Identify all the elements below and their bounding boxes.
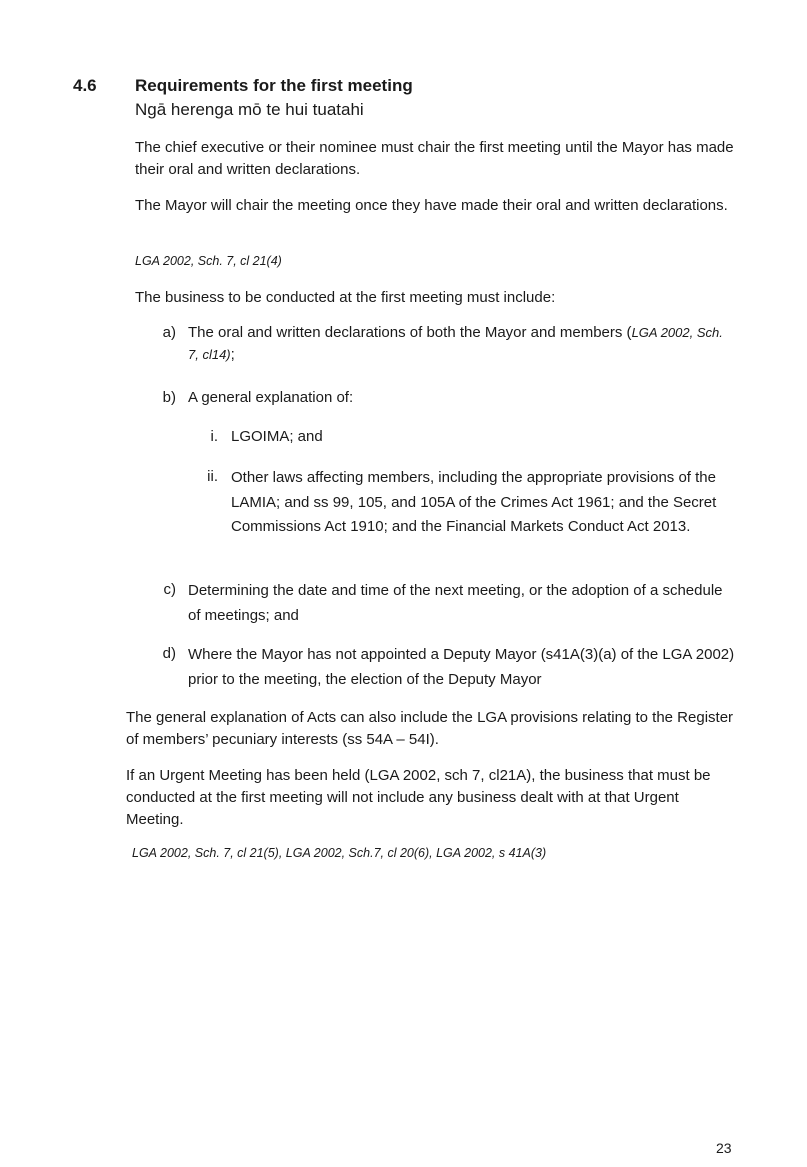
list-item-i: LGOIMA; and xyxy=(231,428,323,445)
list-marker-i: i. xyxy=(210,428,218,445)
citation-closing: LGA 2002, Sch. 7, cl 21(5), LGA 2002, Sch.7, cl 20(6), LGA 2002, s 41A(3) xyxy=(132,846,547,860)
list-marker-ii: ii. xyxy=(207,468,218,485)
section-number: 4.6 xyxy=(73,76,97,95)
list-marker-c: c) xyxy=(163,581,176,598)
section-title: Requirements for the first meeting xyxy=(135,76,413,95)
list-item-a-citation: LGA 2002, Sch. 7, cl14) xyxy=(188,325,723,362)
paragraph-business-intro: The business to be conducted at the first meeting must include: xyxy=(135,289,556,306)
paragraph-general-explanation: The general explanation of Acts can also include the LGA provisions relating to the Register of members’ pecuniary interests (ss 54A – 54I). xyxy=(126,709,734,748)
list-item-d: Where the Mayor has not appointed a Deputy Mayor (s41A(3)(a) of the LGA 2002) prior to the meeting, the election of the Deputy Mayor xyxy=(188,646,735,688)
section-subtitle: Ngā herenga mō te hui tuatahi xyxy=(135,100,364,119)
paragraph-mayor-chair: The Mayor will chair the meeting once they have made their oral and written declarations. xyxy=(135,197,728,214)
paragraph-urgent-meeting: If an Urgent Meeting has been held (LGA 2002, sch 7, cl21A), the business that must be conducted at the first meeting will not include any business dealt with at that Urgent Meeting. xyxy=(126,767,711,828)
paragraph-chair-first-meeting: The chief executive or their nominee must chair the first meeting until the Mayor has made their oral and written declarations. xyxy=(135,139,734,178)
list-marker-b: b) xyxy=(162,389,176,406)
page-number: 23 xyxy=(716,1140,732,1156)
list-item-c: Determining the date and time of the next meeting, or the adoption of a schedule of meetings; and xyxy=(188,582,723,624)
list-item-b: A general explanation of: xyxy=(188,389,354,406)
list-marker-a: a) xyxy=(162,324,176,341)
list-item-ii: Other laws affecting members, including the appropriate provisions of the LAMIA; and ss 99, 105, and 105A of the Crimes Act 1961; and the Secret Commissions Act 1910; and the Financial Markets Conduct Act 2013. xyxy=(231,469,717,535)
list-marker-d: d) xyxy=(162,645,176,662)
list-item-a-text: The oral and written declarations of both the Mayor and members ( xyxy=(188,324,632,341)
citation-cl21-4: LGA 2002, Sch. 7, cl 21(4) xyxy=(135,254,282,268)
list-item-a-end: ; xyxy=(230,346,235,363)
list-item-a xyxy=(188,322,723,366)
